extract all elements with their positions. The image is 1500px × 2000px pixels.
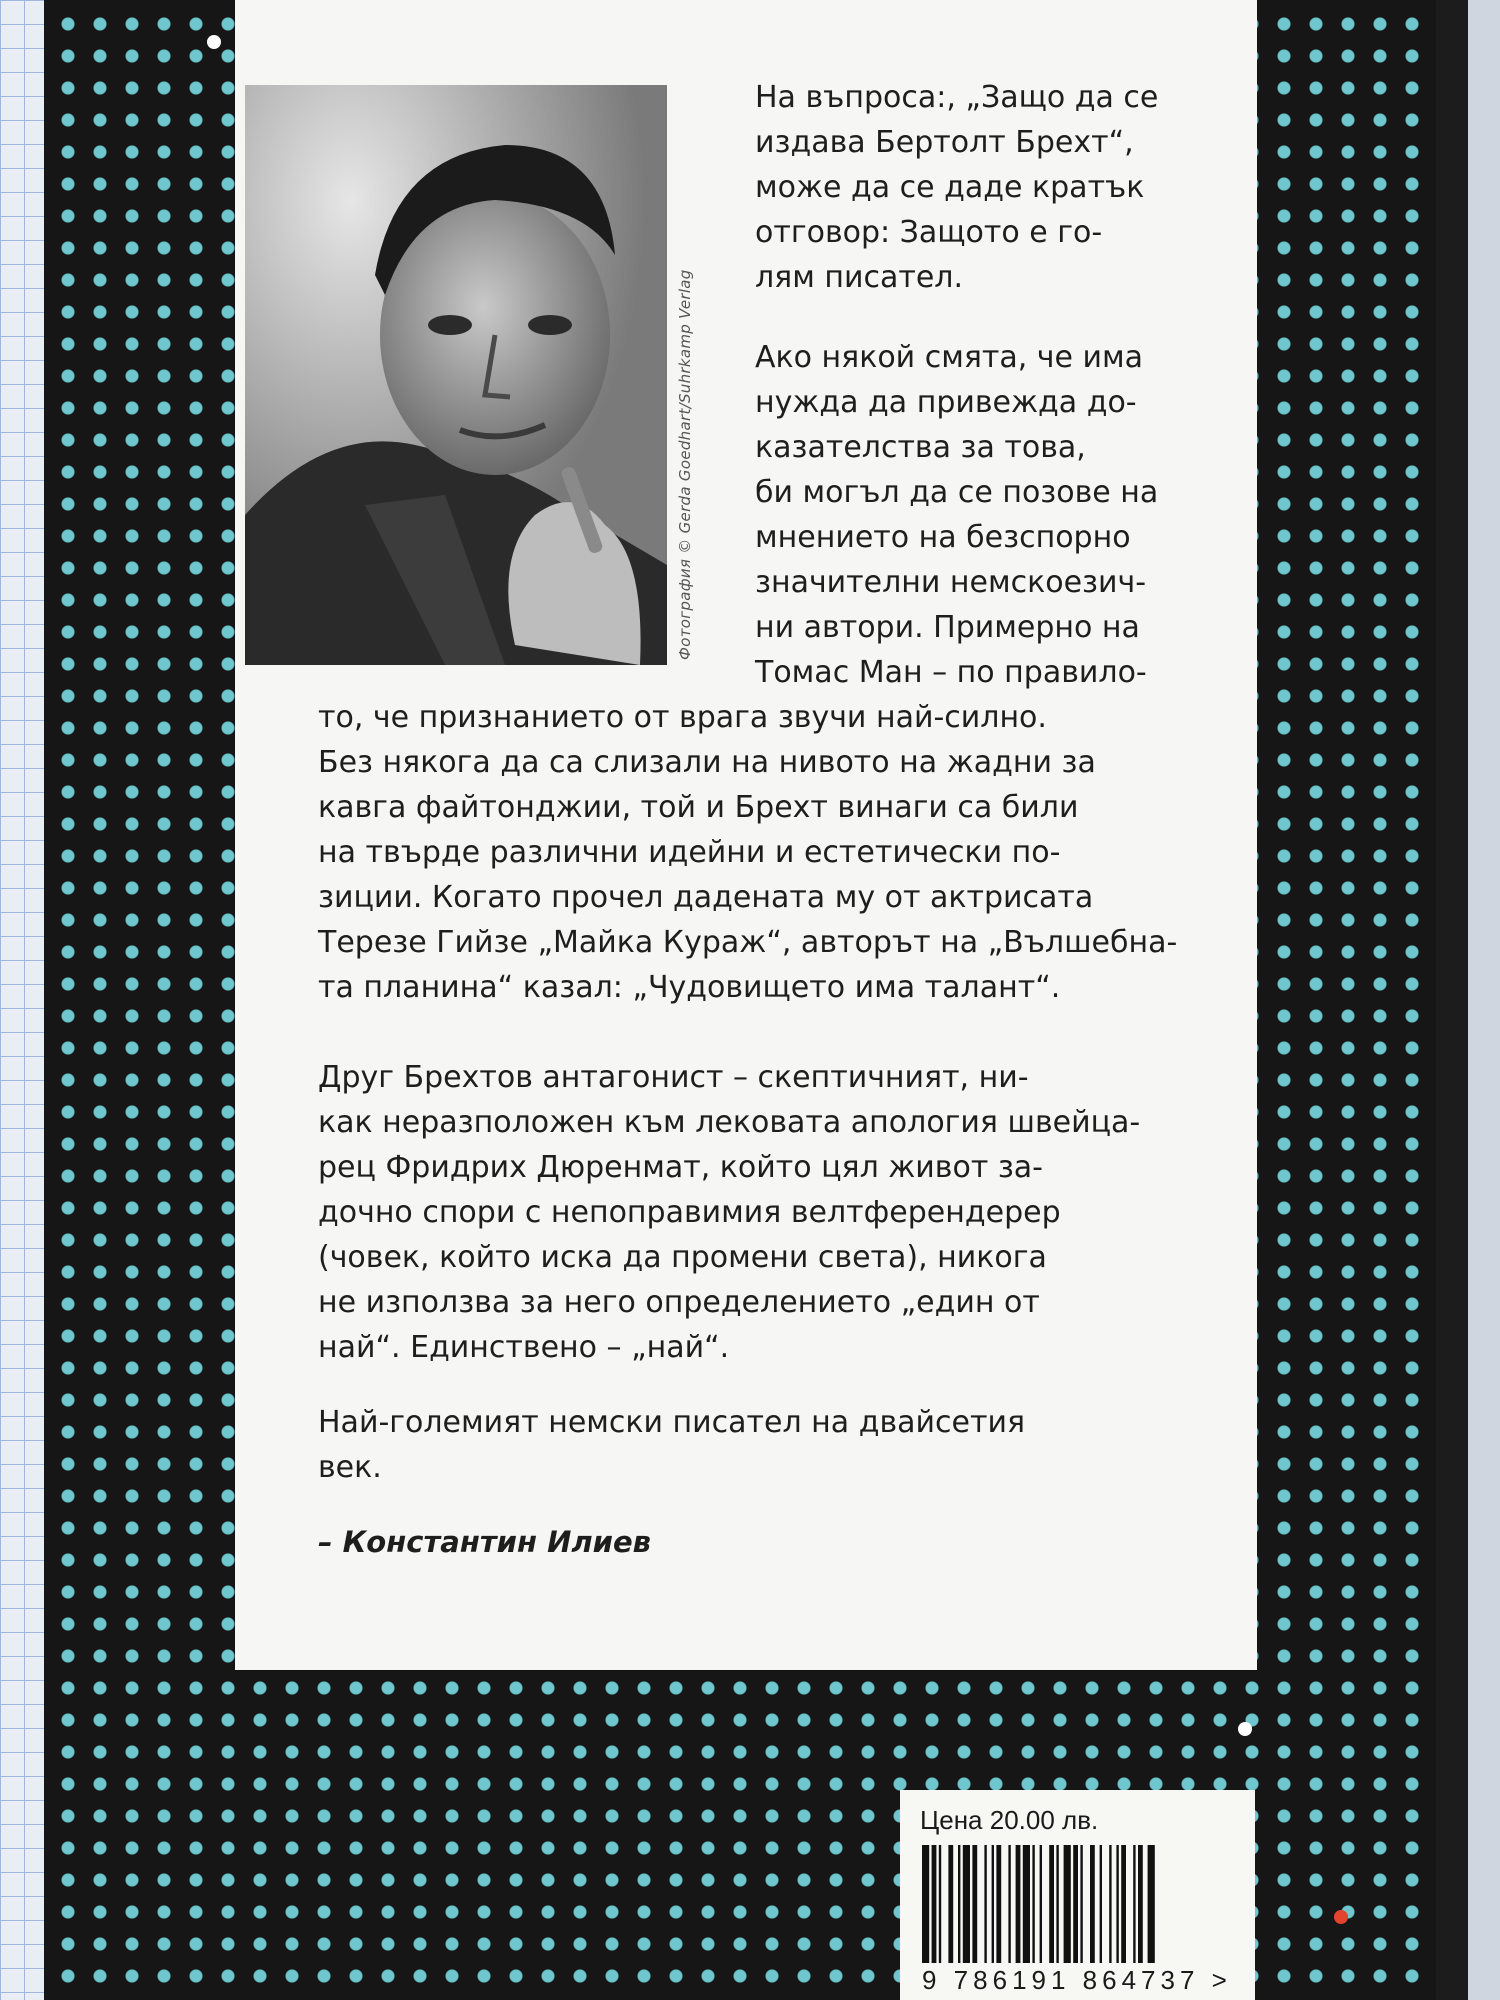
text-line: зиции. Когато прочел дадената му от актрисата [318, 880, 1094, 915]
barcode-stripe [972, 1845, 977, 1963]
barcode-stripe [996, 1845, 1001, 1963]
text-line: Терезе Гийзе „Майка Кураж“, авторът на „Вълшебна- [318, 925, 1178, 960]
paragraph-durrenmatt [318, 1055, 1140, 1370]
text-line: Друг Брехтов антагонист – скептичният, ни- [318, 1060, 1029, 1095]
text-line: (човек, който иска да промени света), никога [318, 1240, 1047, 1275]
barcode-stripe [1080, 1845, 1082, 1963]
barcode-stripe [1109, 1845, 1111, 1963]
barcode-stripe [992, 1845, 994, 1963]
text-line: Томас Ман – по правило- [755, 655, 1147, 690]
portrait-illustration [245, 85, 667, 665]
barcode-stripe [1064, 1845, 1071, 1963]
red-dot-marker [1334, 1910, 1348, 1924]
white-dot-marker [207, 35, 221, 49]
barcode-stripe [1056, 1845, 1058, 1963]
barcode-stripe [939, 1845, 941, 1963]
barcode-stripe [932, 1845, 937, 1963]
text-line: значителни немскоезич- [755, 565, 1147, 600]
barcode-stripe [1100, 1845, 1102, 1963]
paragraph-intro [755, 75, 1158, 300]
text-line: Без някога да са слизали на нивото на жадни за [318, 745, 1096, 780]
text-line: издава Бертолт Брехт“, [755, 125, 1134, 160]
barcode-stripe [1090, 1845, 1095, 1963]
paragraph-thomas-mann-full [318, 695, 1177, 1010]
text-line: най“. Единствено – „най“. [318, 1330, 730, 1365]
barcode-stripe [1073, 1845, 1078, 1963]
text-line: Най-големият немски писател на двайсетия [318, 1405, 1025, 1440]
barcode-stripe [963, 1845, 970, 1963]
barcode-stripe [1138, 1845, 1143, 1963]
text-line: казателства за това, [755, 430, 1086, 465]
barcode-stripe [1023, 1845, 1030, 1963]
author-signature: – Константин Илиев [318, 1525, 651, 1559]
author-photo [245, 85, 667, 665]
text-line: на твърде различни идейни и естетически по- [318, 835, 1061, 870]
text-line: ни автори. Примерно на [755, 610, 1140, 645]
barcode-stripe [1016, 1845, 1021, 1963]
barcode-stripe [948, 1845, 953, 1963]
text-line: На въпроса:, „Защо да се [755, 80, 1159, 115]
text-line: век. [318, 1450, 382, 1485]
text-line: как неразположен към лековата апология швейца- [318, 1105, 1141, 1140]
text-line: мнението на безспорно [755, 520, 1131, 555]
barcode-stripe [922, 1845, 929, 1963]
barcode-stripe [1121, 1845, 1126, 1963]
barcode-stripe [1148, 1845, 1155, 1963]
graph-paper-background [0, 0, 48, 2000]
text-line: отговор: Защото е го- [755, 215, 1103, 250]
text-line: би могъл да се позове на [755, 475, 1159, 510]
paragraph-thomas-mann-wrap [755, 335, 1158, 695]
text-line: то, че признанието от врага звучи най-силно. [318, 700, 1047, 735]
photo-credit: Фотография © Gerda Goedhart/Suhrkamp Verlag [676, 269, 694, 660]
text-line: кавга файтонджии, той и Брехт винаги са били [318, 790, 1079, 825]
barcode-stripe [1116, 1845, 1118, 1963]
barcode-stripe [958, 1845, 960, 1963]
text-line: може да се даде кратък [755, 170, 1145, 205]
text-line: нужда да привежда до- [755, 385, 1137, 420]
text-line: дочно спори с непоправимия велтферендерер [318, 1195, 1061, 1230]
price-label: Цена 20.00 лв. [920, 1805, 1099, 1835]
barcode-stripe [1008, 1845, 1010, 1963]
text-line: лям писател. [755, 260, 964, 295]
barcode-stripe [1032, 1845, 1034, 1963]
text-line: не използва за него определението „един от [318, 1285, 1040, 1320]
barcode-stripe [1040, 1845, 1042, 1963]
text-line: Ако някой смята, че има [755, 340, 1144, 375]
white-dot-marker [1238, 1722, 1252, 1736]
barcode-stripe [1049, 1845, 1054, 1963]
cover-spine-edge [1436, 0, 1468, 2000]
barcode-stripe [1133, 1845, 1135, 1963]
text-line: та планина“ казал: „Чудовището има талант“. [318, 970, 1061, 1005]
text-line: рец Фридрих Дюренмат, който цял живот за- [318, 1150, 1044, 1185]
isbn-number: 9 786191 864737 > [922, 1965, 1232, 1995]
paragraph-conclusion [318, 1400, 1025, 1490]
barcode-bars [920, 1845, 1240, 1965]
barcode-stripe [984, 1845, 986, 1963]
